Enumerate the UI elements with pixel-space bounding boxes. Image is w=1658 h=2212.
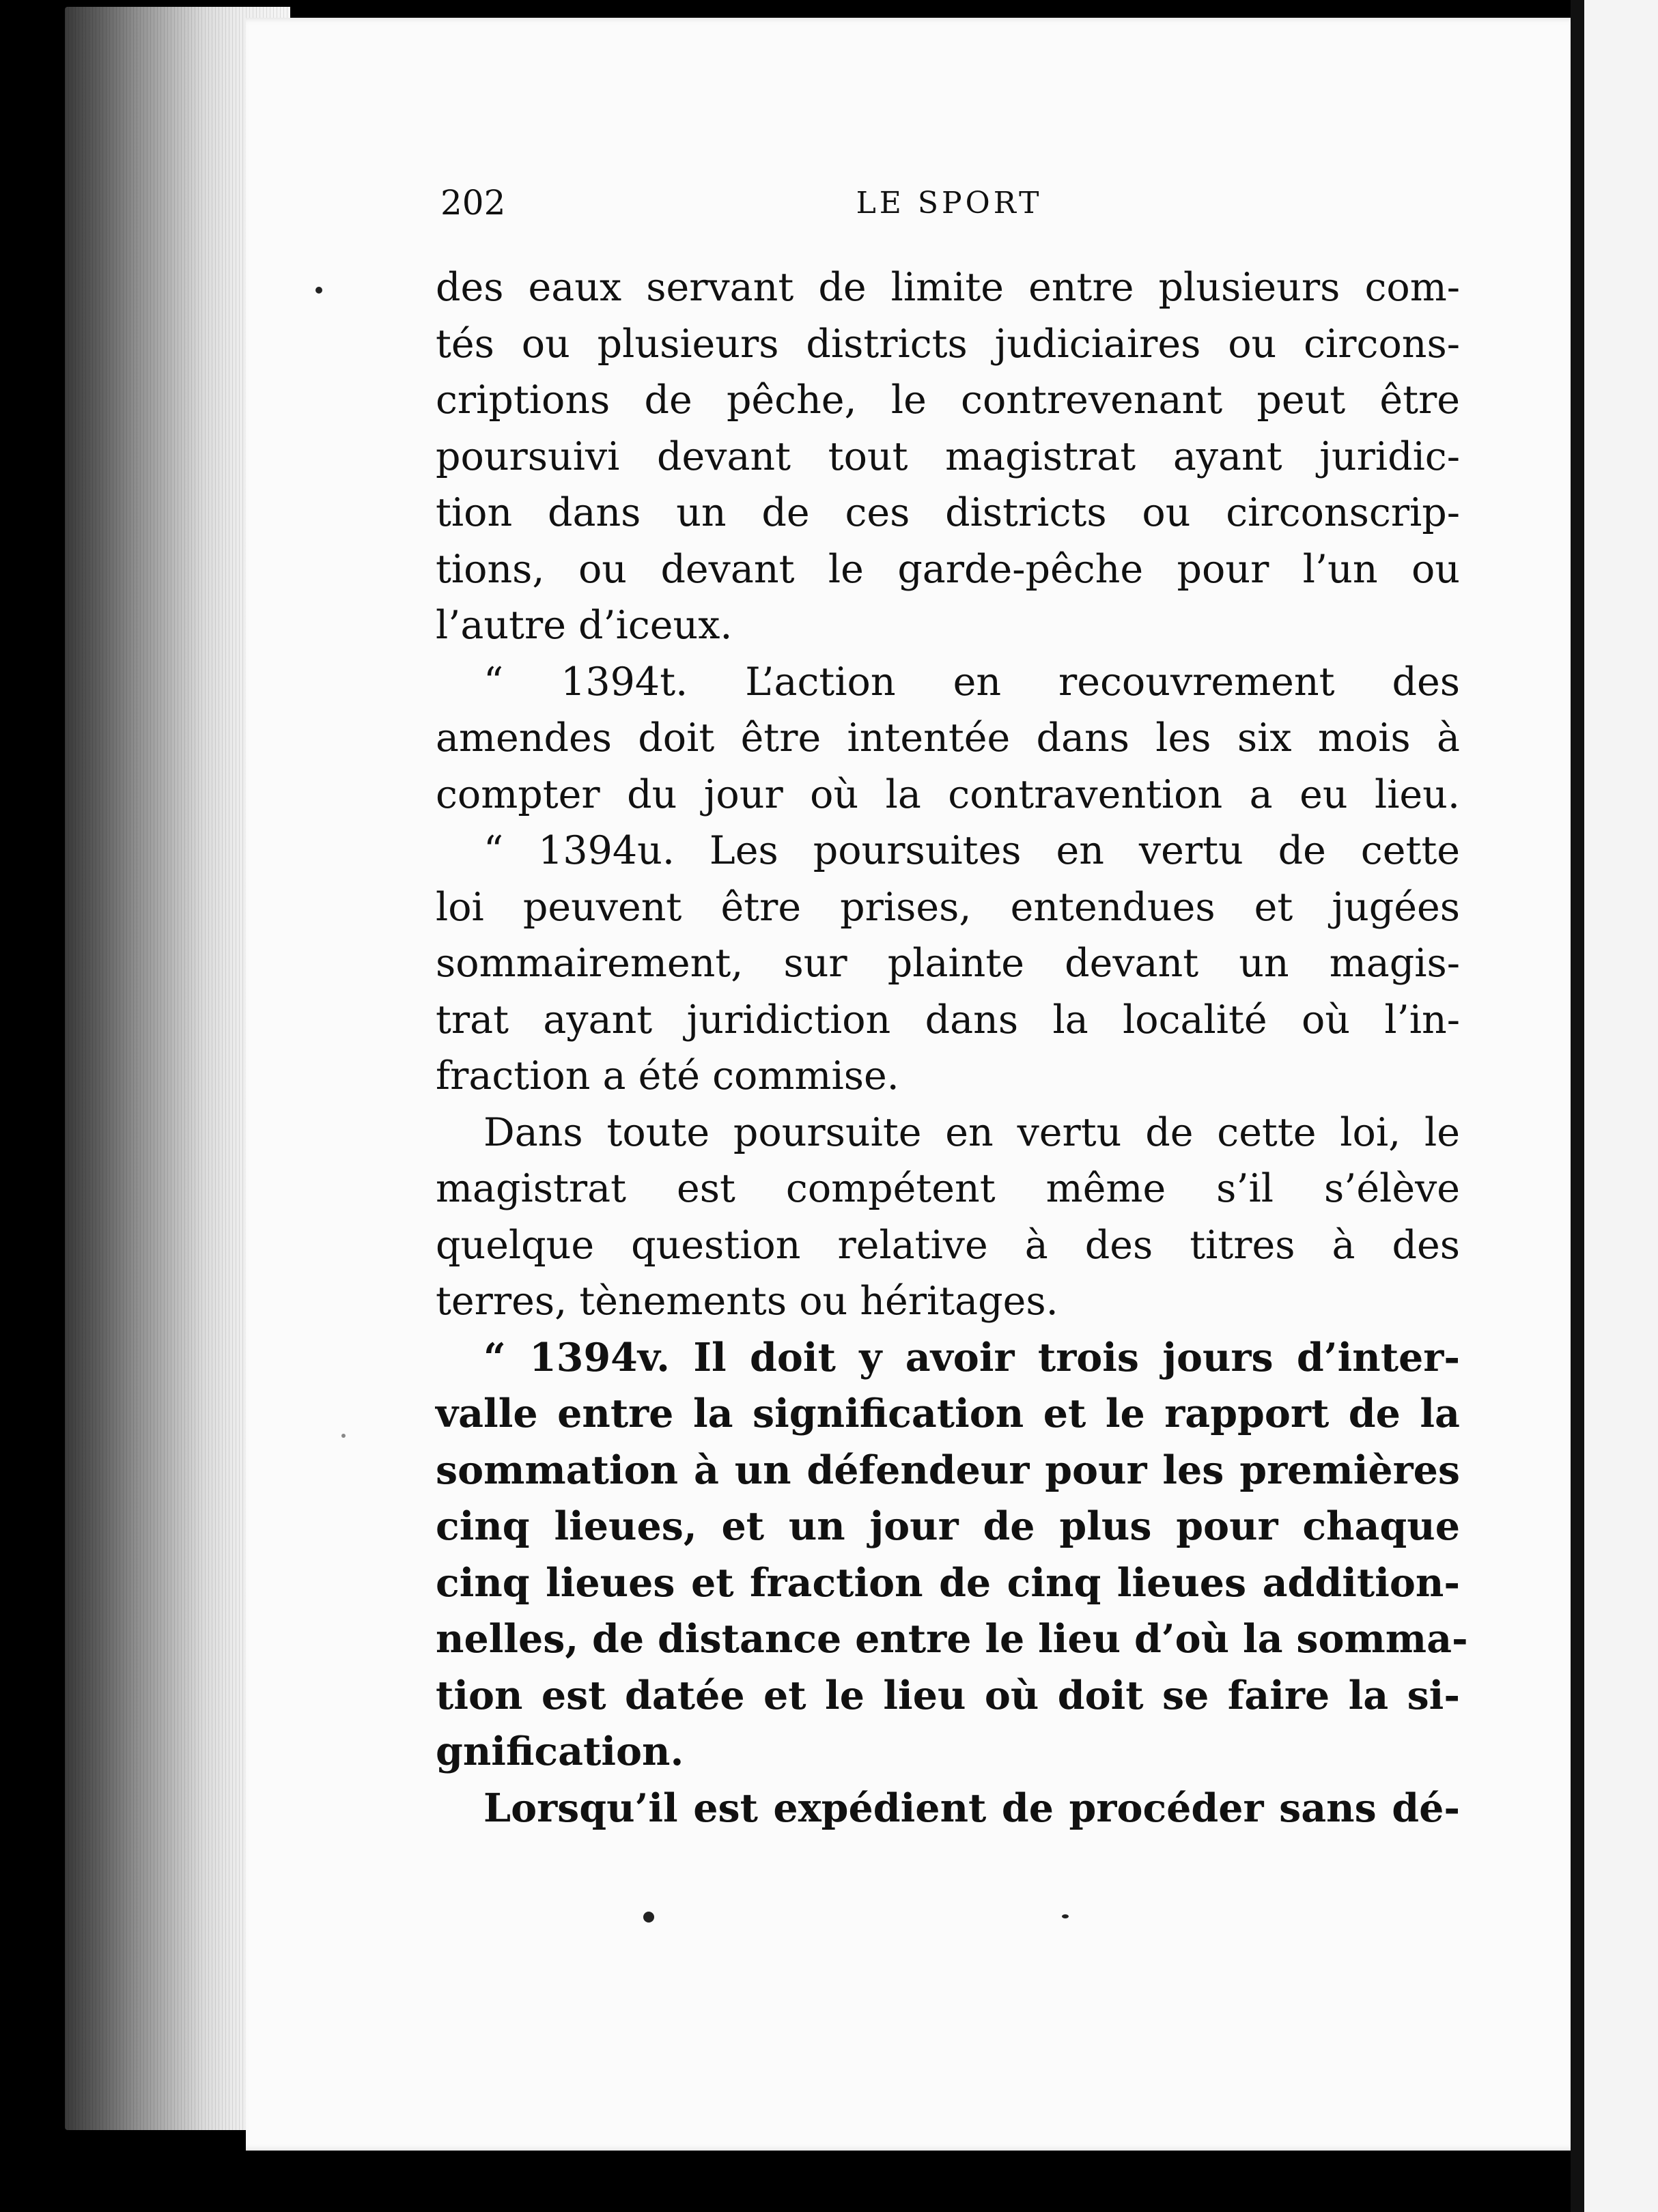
text-line: cinq lieues et fraction de cinq lieues addition- [436,1559,1460,1606]
text-line: quelque question relative à des titres à des [436,1222,1460,1268]
text-line: poursuivi devant tout magistrat ayant juridic- [436,434,1460,479]
text-line: “ 1394u. Les poursuites en vertu de cette [483,828,1460,873]
text-line: “ 1394t. L’action en recouvrement des [483,659,1460,705]
text-line: tion dans un de ces districts ou circonscrip- [436,490,1460,535]
text-line: sommation à un défendeur pour les premières [436,1447,1460,1493]
text-line: nelles, de distance entre le lieu d’où la somma- [436,1616,1468,1662]
margin-speck [643,1912,654,1923]
text-line: terres, tènements ou héritages. [436,1279,1058,1324]
text-line: l’autre d’iceux. [436,603,733,648]
running-head [440,183,1458,231]
text-line: fraction a été commise. [436,1053,899,1098]
text-line: valle entre la signification et le rapport de la [436,1391,1460,1436]
text-line: trat ayant juridiction dans la localité où l’in- [436,997,1460,1043]
text-line: sommairement, sur plainte devant un magis- [436,941,1460,986]
body-text [436,259,1468,1837]
text-line: “ 1394v. Il doit y avoir trois jours d’inter- [483,1334,1460,1380]
text-line: tés ou plusieurs districts judiciaires ou circons- [436,321,1460,367]
text-line: tions, ou devant le garde-pêche pour l’un ou [436,546,1460,592]
text-line: criptions de pêche, le contrevenant peut être [436,378,1460,423]
text-line: gnification. [436,1729,684,1774]
text-line: amendes doit être intentée dans les six mois à [436,715,1460,761]
text-line: cinq lieues, et un jour de plus pour chaque [436,1503,1460,1549]
page-number: 202 [440,183,506,223]
margin-speck [315,287,322,294]
adjacent-page-sliver [1584,0,1658,2212]
text-line: des eaux servant de limite entre plusieurs com- [436,265,1460,310]
text-line: Dans toute poursuite en vertu de cette loi, le [483,1109,1460,1155]
margin-speck [341,1434,346,1438]
text-line: Lorsqu’il est expédient de procéder sans dé- [483,1785,1460,1831]
text-line: tion est datée et le lieu où doit se faire la si- [436,1672,1460,1718]
text-line: compter du jour où la contravention a eu lieu. [436,771,1460,817]
running-title: LE SPORT [856,186,1043,221]
margin-speck [1062,1914,1069,1918]
text-line: magistrat est compétent même s’il s’élève [436,1166,1460,1211]
text-line: loi peuvent être prises, entendues et jugées [436,884,1460,930]
